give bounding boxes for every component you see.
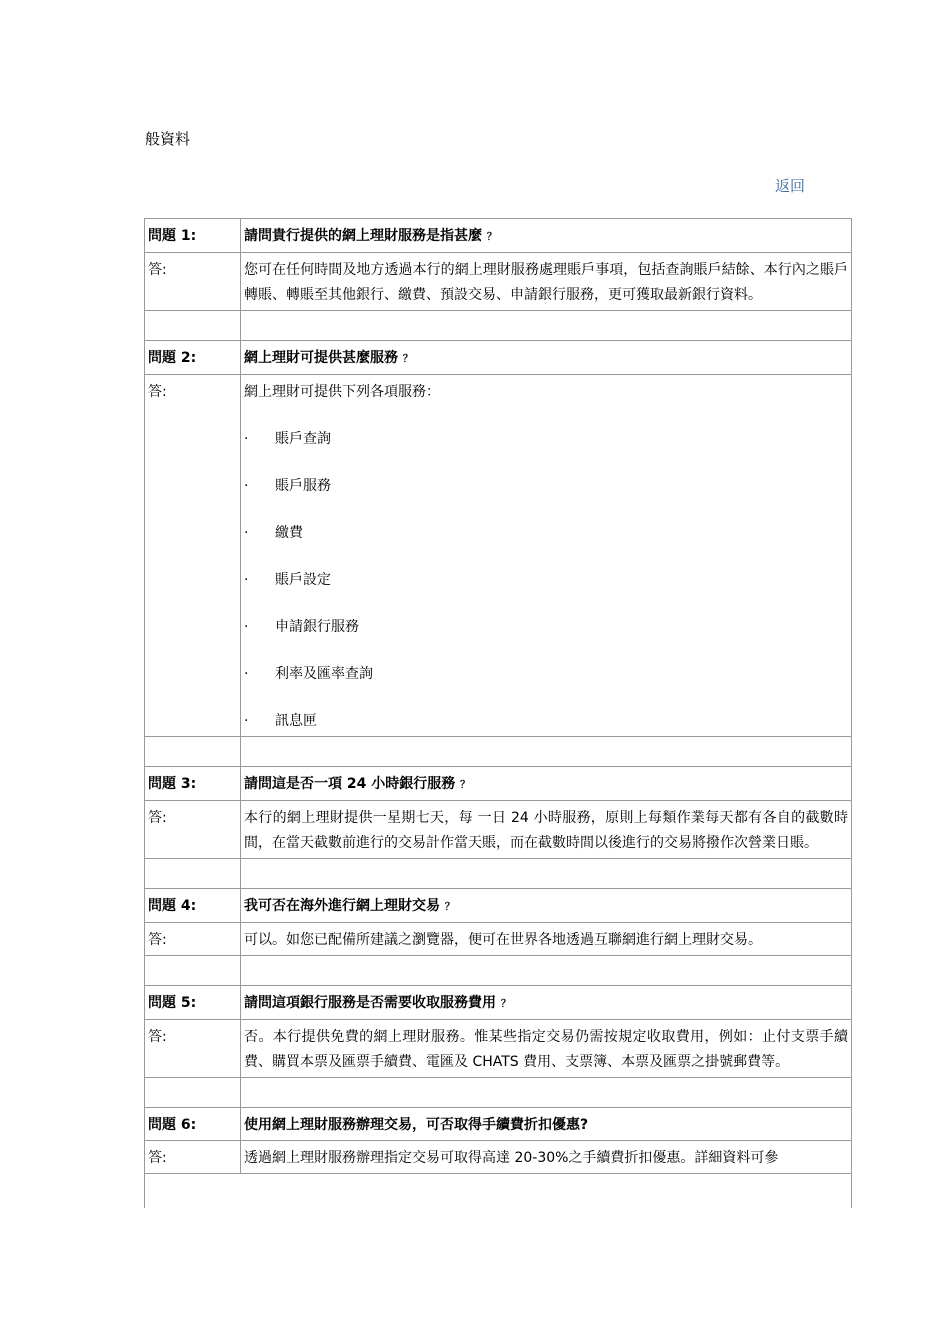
bullet-icon: · xyxy=(244,666,249,682)
question-mark: ？ xyxy=(444,902,455,913)
faq-answer-row xyxy=(145,253,851,311)
answer-label: 答: xyxy=(145,923,241,956)
bullet-icon: · xyxy=(244,619,249,635)
bullet-icon: · xyxy=(244,525,249,541)
back-link[interactable]: 返回 xyxy=(775,177,806,195)
list-item xyxy=(244,427,848,452)
question-text xyxy=(241,219,851,253)
faq-question-row xyxy=(145,767,851,801)
list-item-label: 繳費 xyxy=(275,525,303,541)
spacer-row xyxy=(145,859,851,889)
question-label: 問題 1: xyxy=(145,219,241,253)
answer-intro: 網上理財可提供下列各項服務： xyxy=(244,384,440,400)
spacer-row xyxy=(145,956,851,986)
question-text xyxy=(241,889,851,923)
faq-answer-row xyxy=(145,801,851,859)
faq-answer-row xyxy=(145,1020,851,1078)
answer-text xyxy=(241,375,851,737)
list-item xyxy=(244,662,848,687)
list-item-label: 賬戶服務 xyxy=(275,478,331,494)
list-item xyxy=(244,709,848,734)
answer-label: 答: xyxy=(145,801,241,859)
question-body: 請問這項銀行服務是否需要收取服務費用 xyxy=(244,995,496,1011)
faq-question-row xyxy=(145,219,851,253)
faq-table xyxy=(145,219,851,1174)
list-item xyxy=(244,474,848,499)
question-label: 問題 5: xyxy=(145,986,241,1020)
list-item-label: 申請銀行服務 xyxy=(275,619,359,635)
list-item xyxy=(244,615,848,640)
question-body: 我可否在海外進行網上理財交易 xyxy=(244,898,440,914)
answer-text: 您可在任何時間及地方透過本行的網上理財服務處理賬戶事項，包括查詢賬戶結餘、本行內之賬戶轉賬、轉賬至其他銀行、繳費、預設交易、申請銀行服務，更可獲取最新銀行資料。 xyxy=(241,253,851,311)
list-item-label: 賬戶設定 xyxy=(275,572,331,588)
question-mark: ？ xyxy=(460,780,471,791)
question-text: 使用網上理財服務辦理交易，可否取得手續費折扣優惠? xyxy=(241,1108,851,1141)
question-text xyxy=(241,767,851,801)
page-heading: 般資料 xyxy=(145,130,191,148)
question-text xyxy=(241,341,851,375)
bullet-icon: · xyxy=(244,478,249,494)
question-label: 問題 2: xyxy=(145,341,241,375)
answer-label: 答: xyxy=(145,253,241,311)
question-label: 問題 6: xyxy=(145,1108,241,1141)
spacer-row xyxy=(145,737,851,767)
faq-table-frame xyxy=(144,218,852,1208)
question-text xyxy=(241,986,851,1020)
faq-answer-row xyxy=(145,1141,851,1174)
list-item-label: 利率及匯率查詢 xyxy=(275,666,373,682)
bullet-icon: · xyxy=(244,572,249,588)
answer-label: 答: xyxy=(145,1141,241,1174)
faq-question-row xyxy=(145,889,851,923)
faq-question-row xyxy=(145,986,851,1020)
question-mark: ？ xyxy=(486,232,497,243)
spacer-row xyxy=(145,1078,851,1108)
spacer-row xyxy=(145,311,851,341)
answer-text: 可以。如您已配備所建議之瀏覽器，便可在世界各地透過互聯網進行網上理財交易。 xyxy=(241,923,851,956)
list-item-label: 訊息匣 xyxy=(275,713,317,729)
list-item-label: 賬戶查詢 xyxy=(275,431,331,447)
bullet-icon: · xyxy=(244,713,249,729)
faq-question-row xyxy=(145,1108,851,1141)
question-label: 問題 3: xyxy=(145,767,241,801)
faq-question-row xyxy=(145,341,851,375)
answer-label: 答: xyxy=(145,1020,241,1078)
question-mark: ？ xyxy=(402,354,413,365)
list-item xyxy=(244,521,848,546)
service-list xyxy=(244,427,848,734)
question-label: 問題 4: xyxy=(145,889,241,923)
bullet-icon: · xyxy=(244,431,249,447)
question-body: 請問貴行提供的網上理財服務是指甚麼 xyxy=(244,228,482,244)
faq-answer-row xyxy=(145,375,851,737)
faq-answer-row xyxy=(145,923,851,956)
answer-text: 透過網上理財服務辦理指定交易可取得高達 20-30%之手續費折扣優惠。詳細資料可參 xyxy=(241,1141,851,1174)
answer-text: 否。本行提供免費的網上理財服務。惟某些指定交易仍需按規定收取費用，例如：止付支票手續費、購買本票及匯票手續費、電匯及 CHATS 費用、支票簿、本票及匯票之掛號郵費等。 xyxy=(241,1020,851,1078)
list-item xyxy=(244,568,848,593)
answer-text: 本行的網上理財提供一星期七天，每 一日 24 小時服務，原則上每類作業每天都有各自的截數時間，在當天截數前進行的交易計作當天賬，而在截數時間以後進行的交易將撥作次營業日賬。 xyxy=(241,801,851,859)
question-body: 網上理財可提供甚麼服務 xyxy=(244,350,398,366)
question-body: 請問這是否一項 24 小時銀行服務 xyxy=(244,776,456,792)
question-mark: ？ xyxy=(500,999,511,1010)
answer-label: 答: xyxy=(145,375,241,737)
